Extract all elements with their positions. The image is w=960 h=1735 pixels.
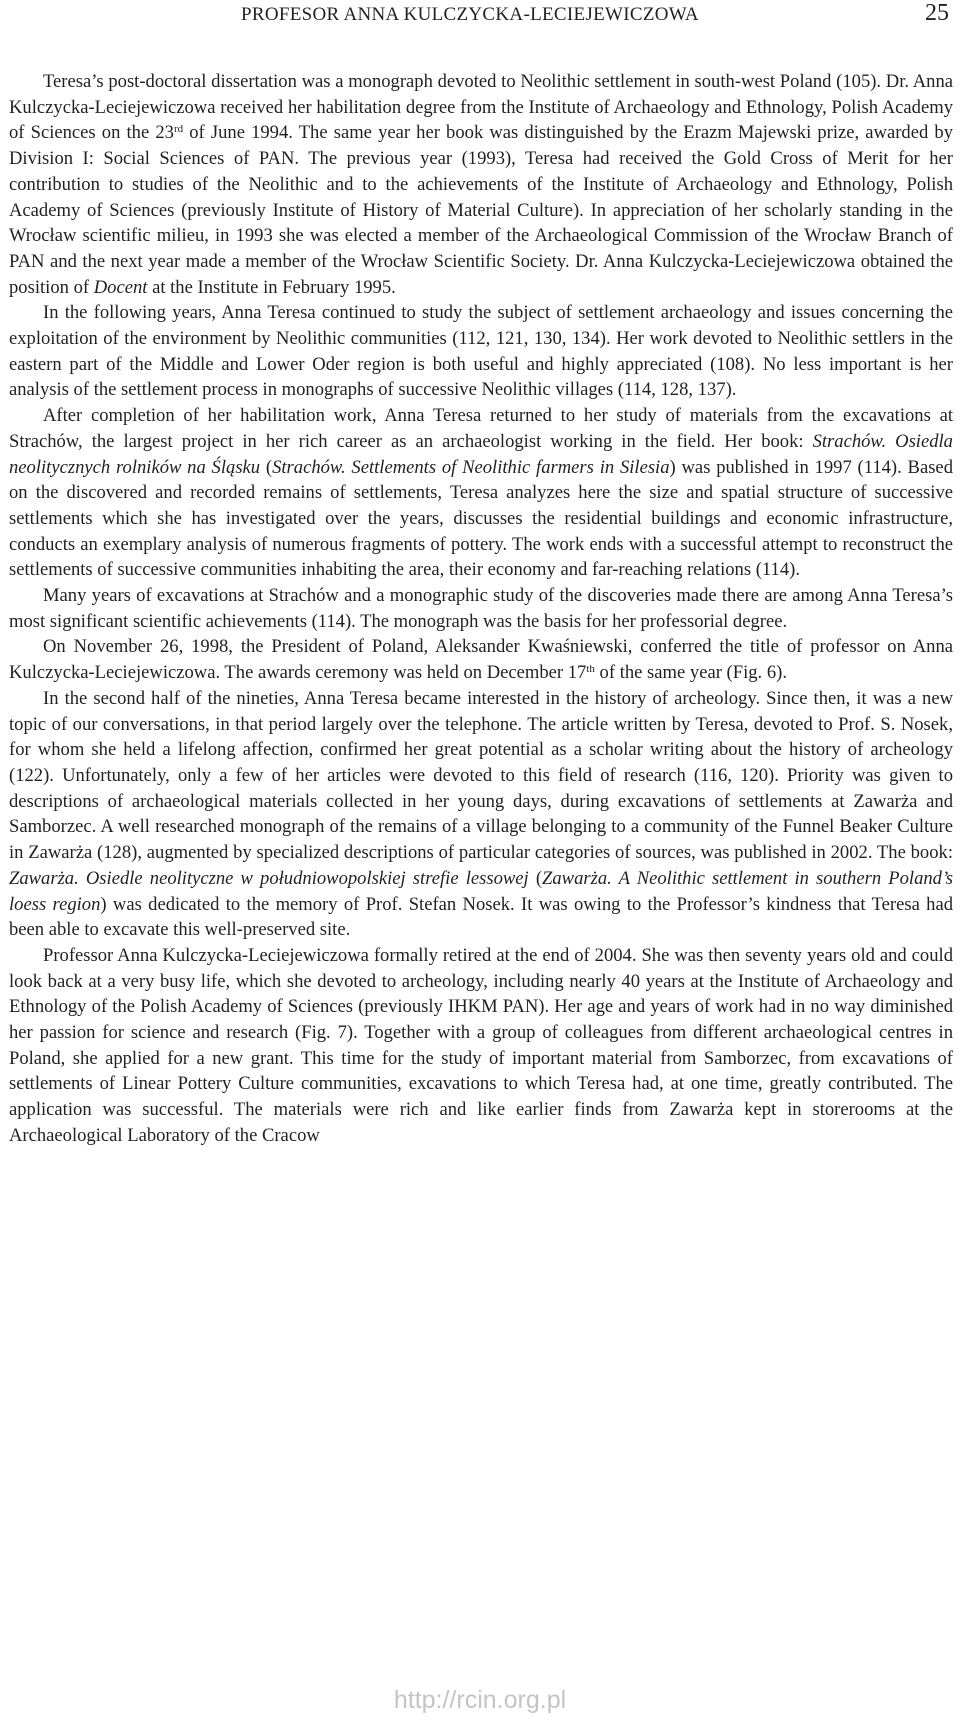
page-header	[9, 0, 953, 34]
paragraph-5-superscript: th	[586, 663, 595, 676]
paragraph-1-text-b: of June 1994. The same year her book was distinguished by the Erazm Majewski prize, awarded by Division I: Social Sciences of PAN. The previous year (1993), Teresa had received the Gold Cross of Merit for her contribution to studies of the Neolithic and to the achievements of the Institute of Archaeology and Ethnology, Polish Academy of Sciences (previously Institute of History of Material Culture). In appreciation of her scholarly standing in the Wrocław scientific milieu, in 1993 she was elected a member of the Archaeological Commission of the Wrocław Branch of PAN and the next year made a member of the Wrocław Scientific Society. Dr. Anna Kulczycka-Leciejewiczowa obtained the position of	[9, 122, 953, 298]
paragraph-5	[9, 634, 953, 685]
paragraph-7: Professor Anna Kulczycka-Leciejewiczowa formally retired at the end of 2004. She was then seventy years old and could look back at a very busy life, which she devoted to archeology, including nearly 40 years at the Institute of Archaeology and Ethnology of the Polish Academy of Sciences (previously IHKM PAN). Her age and years of work had in no way diminished her passion for science and research (Fig. 7). Together with a group of colleagues from different archaeological centres in Poland, she applied for a new grant. This time for the study of important material from Samborzec, from excavations of settlements of Linear Pottery Culture communities, excavations to which Teresa had, at one time, greatly contributed. The application was successful. The materials were rich and like earlier finds from Zawarża kept in storerooms at the Archaeological Laboratory of the Cracow	[9, 944, 953, 1146]
paragraph-3-italic-2: Strachów. Settlements of Neolithic farmers in Silesia	[272, 456, 670, 478]
paragraph-1-text-a: Teresa’s post-doctoral dissertation was a monograph devoted to Neolithic settlement in south-west Poland (105). Dr. Anna Kulczycka-Leciejewiczowa received her habilitation degree from the Institute of Archaeology and Ethnology, Polish Academy of Sciences on the 23	[9, 71, 953, 144]
paragraph-1-italic: Docent	[93, 276, 148, 298]
document-page	[9, 0, 953, 1735]
paragraph-6	[9, 686, 953, 943]
paragraph-6-italic-2: Zawarża. A Neolithic settlement in southern Poland’s loess region	[9, 867, 953, 915]
body-text	[9, 69, 953, 1149]
paragraph-6-text-b: (	[528, 867, 543, 889]
running-head: PROFESOR ANNA KULCZYCKA-LECIEJEWICZOWA	[241, 4, 699, 25]
paragraph-6-text-a: In the second half of the nineties, Anna Teresa became interested in the history of archeology. Since then, it was a new topic of our conversations, in that period largely over the telephone. The article written by Teresa, devoted to Prof. S. Nosek, for whom she held a lifelong affection, confirmed her great potential as a scholar writing about the history of archeology (122). Unfortunately, only a few of her articles were devoted to this field of research (116, 120). Priority was given to descriptions of archaeological materials collected in her young days, during excavations of settlements at Zawarża and Samborzec. A well researched monograph of the remains of a village belonging to a community of the Funnel Beaker Culture in Zawarża (128), augmented by specialized descriptions of particular categories of sources, was published in 2002. The book:	[9, 687, 953, 864]
paragraph-6-text-c: ) was dedicated to the memory of Prof. Stefan Nosek. It was owing to the Professor’s kindness that Teresa had been able to excavate this well-preserved site.	[9, 893, 953, 941]
paragraph-1-superscript: rd	[173, 123, 184, 136]
page-number: 25	[925, 0, 949, 26]
paragraph-4: Many years of excavations at Strachów and a monographic study of the discoveries made there are among Anna Teresa’s most significant scientific achievements (114). The monograph was the basis for her professorial degree.	[9, 585, 953, 632]
paragraph-5-text-b: of the same year (Fig. 6).	[594, 662, 787, 684]
paragraph-5-text-a: On November 26, 1998, the President of Poland, Aleksander Kwaśniewski, conferred the title of professor on Anna Kulczycka-Leciejewiczowa. The awards ceremony was held on December 17	[9, 636, 953, 684]
paragraph-3-text-a: After completion of her habilitation work, Anna Teresa returned to her study of materials from the excavations at Strachów, the largest project in her rich career as an archaeologist working in the field. Her book:	[9, 405, 953, 452]
watermark-link[interactable]: http://rcin.org.pl	[393, 1686, 567, 1714]
paragraph-3-italic-1: Strachów. Osiedla neolitycznych rolników na Śląsku	[9, 430, 953, 478]
paragraph-3-text-c: ) was published in 1997 (114). Based on the discovered and recorded remains of settlements, Teresa analyzes here the size and spatial structure of successive settlements which she has investigated over the years, discusses the residential buildings and economic infrastructure, conducts an exemplary analysis of numerous fragments of pottery. The work ends with a successful attempt to reconstruct the settlements of successive communities inhabiting the area, their economy and far-reaching relations (114).	[9, 456, 953, 581]
paragraph-6-italic-1: Zawarża. Osiedle neolityczne w południowopolskiej strefie lessowej	[9, 867, 529, 889]
paragraph-3-text-b: (	[260, 456, 273, 478]
paragraph-1	[9, 69, 953, 300]
paragraph-2: In the following years, Anna Teresa continued to study the subject of settlement archaeology and issues concerning the exploitation of the environment by Neolithic communities (112, 121, 130, 134). Her work devoted to Neolithic settlers in the eastern part of the Middle and Lower Oder region is both useful and highly appreciated (108). No less important is her analysis of the settlement process in monographs of successive Neolithic villages (114, 128, 137).	[9, 302, 953, 401]
paragraph-3	[9, 403, 953, 583]
paragraph-1-text-c: at the Institute in February 1995.	[147, 276, 396, 298]
